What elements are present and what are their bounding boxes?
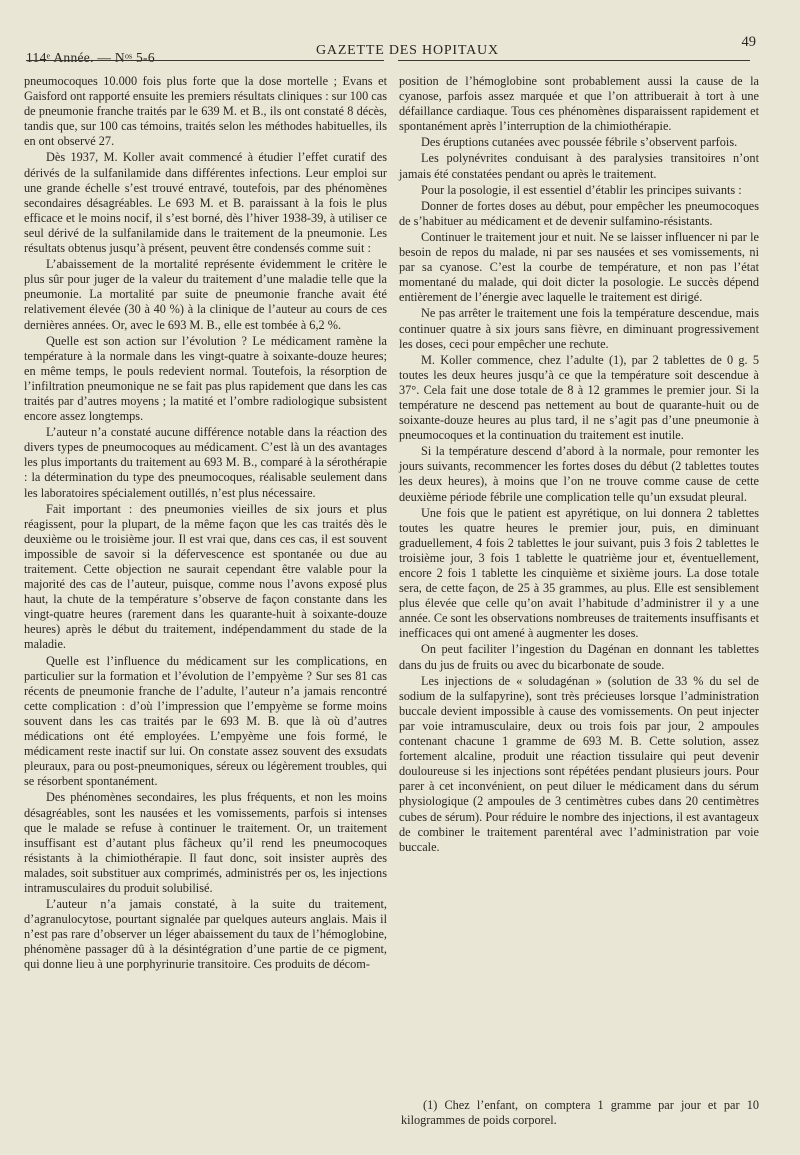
- paragraph: Continuer le traitement jour et nuit. Ne se laisser influencer ni par le besoin de repos du malade, ni par ses nausées et ses vomissements, ni par sa cyanose. C’est la courbe de température, et non pas l’état momentané du malade, qui doit dicter la posologie. Le succès dépend entièrement de l’énergie avec laquelle le traitement est dirigé.: [399, 229, 759, 305]
- paragraph: Pour la posologie, il est essentiel d’établir les principes suivants :: [421, 182, 742, 197]
- page-number: 49: [741, 34, 756, 50]
- paragraph: Si la température descend d’abord à la normale, pour remonter les jours suivants, recommencer les fortes doses du début (2 tablettes toutes les deux heures), à moins que l’on ne trouve comme cause de cette deuxième période fébrile une complication telle qu’un exsudat pleural.: [399, 444, 759, 504]
- paragraph: Des éruptions cutanées avec poussée fébrile s’observent parfois.: [421, 135, 738, 150]
- paragraph: Les injections de « soludagénan » (solution de 33 % du sel de sodium de la sulfapyrine), sont très précieuses lorsque l’administration buccale devient impossible à cause des vomissements. On peut injecter par voie intramusculaire, deux ou trois fois par jour, 2 ampoules contenant chacune 1 gramme de 693 M. B. Cette solution, assez fortement alcaline, produit une réaction tissulaire qui peut devenir douloureuse si les injections sont répétées pendant plusieurs jours. Pour parer à cet inconvénient, on peut diluer le médicament dans du sérum physiologique (2 ampoules de 3 centimètres cubes dans 20 centimètres cubes de sérum). Pour réduire le nombre des injections, il est avantageux de combiner le traitement parentéral avec l’administration par voie buccale.: [399, 673, 759, 854]
- paragraph: position de l’hémoglobine sont probablement aussi la cause de la cyanose, parfois assez marquée et que l’on attribuerait à tort à une défaillance cardiaque. Tous ces phénomènes disparaissent rapidement et spontanément après l’interruption de la chimiothérapie.: [399, 74, 759, 134]
- right-column: [399, 74, 759, 855]
- paragraph: pneumocoques 10.000 fois plus forte que la dose mortelle ; Evans et Gaisford ont rapporté ensuite les premiers résultats cliniques : sur 100 cas de pneumonie franche traités par le 639 M. et B., ils ont constaté 8 décès, tandis que, sur 100 cas témoins, traités selon les méthodes habituelles, ils en ont observé 27.: [24, 74, 388, 149]
- paragraph: M. Koller commence, chez l’adulte (1), par 2 tablettes de 0 g. 5 toutes les deux heures jusqu’à ce que la température soit descendue à 37°. Cela fait une dose totale de 8 à 12 grammes le premier jour. Si la température ne descend pas nettement au bout de quarante-huit ou de soixante-douze heures au plus tard, il ne s’agit pas d’une pneumonie à pneumocoques et la continuation du traitement est inutile.: [399, 352, 759, 443]
- paragraph: Une fois que le patient est apyrétique, on lui donnera 2 tablettes toutes les quatre heures le premier jour, puis, en diminuant graduellement, 4 fois 2 tablettes le jour suivant, puis 3 fois 2 tablettes le troisième jour, 3 fois 1 tablette le quatrième jour et, éventuellement, encore 2 fois 1 tablette les cinquième et sixième jours. La dose totale sera, de cette façon, de 25 à 35 grammes, au plus. Elle est sensiblement plus élevée que celle qu’on avait l’habitude d’administrer il y a une année. Ce sont les observations nombreuses de traitements insuffisants et inefficaces qui ont amené à augmenter les doses.: [399, 505, 759, 641]
- footnote-text: (1) Chez l’enfant, on comptera 1 gramme par jour et par 10 kilogrammes de poids corporel.: [401, 1098, 759, 1128]
- paragraph: Des phénomènes secondaires, les plus fréquents, et non les moins désagréables, sont les nausées et les vomissements, parfois si intenses que le malade se refuse à continuer le traitement. Or, un traitement insuffisant est d’autant plus fâcheux qu’il rend les pneumocoques résistants à la chimiothérapie. Il faut donc, soit insister auprès des malades, soit substituer aux comprimés, administrés per os, les injections intramusculaires du produit solubilisé.: [24, 790, 387, 895]
- header-rule-left: [26, 60, 384, 61]
- paragraph: L’auteur n’a jamais constaté, à la suite du traitement, d’agranulocytose, pourtant signalée par quelques auteurs anglais. Mais il n’est pas rare d’observer un léger abaissement du taux de l’hémoglobine, phénomène passager dû à la désintégration d’une partie de ce pigment, qui donne lieu à une porphyrinurie transitoire. Ces produits de décom-: [24, 897, 387, 972]
- paragraph: Donner de fortes doses au début, pour empêcher les pneumocoques de s’habituer au médicament et de devenir sulfamino-résistants.: [399, 198, 759, 228]
- paragraph: Dès 1937, M. Koller avait commencé à étudier l’effet curatif des dérivés de la sulfanilamide dans différentes infections. Leur emploi sur une grande échelle s’est trouvé entravé, toutefois, par des phénomènes secondaires désagréables. Le 693 M. et B. paraissant à la fois le plus efficace et le moins nocif, il s’est borné, dès l’hiver 1938-39, à utiliser ce seul dérivé de la sulfanilamide dans le traitement de la pneumonie. Les résultats obtenus jusqu’à présent, peuvent être condensés comme suit :: [24, 150, 387, 256]
- page-header: [26, 34, 756, 66]
- paragraph: Les polynévrites conduisant à des paralysies transitoires n’ont jamais été constatées pendant ou après le traitement.: [399, 151, 759, 181]
- paragraph: L’abaissement de la mortalité représente évidemment le critère le plus sûr pour juger de la valeur du traitement d’une maladie telle que la pneumonie. La mortalité par suite de pneumonie franche avait été relativement élevée (30 à 40 %) à la clinique de l’auteur au cours de ces dernières années. Or, avec le 693 M. B., elle est tombée à 6,2 %.: [24, 257, 387, 332]
- paragraph: Quelle est l’influence du médicament sur les complications, en particulier sur la formation et l’évolution de l’empyème ? Sur ses 81 cas récents de pneumonie franche de l’adulte, l’auteur n’a jamais rencontré cette complication : d’où l’impression que l’empyème se forme moins souvent dans les cas traités par le 693 M. B. que là où d’autres médications ont été employées. L’empyème une fois formé, le médicament reste inactif sur lui. On constate assez souvent des exsudats pleuraux, para ou post-pneumoniques, séreux ou légèrement troubles, qui se résorbent spontanément.: [24, 653, 387, 789]
- paragraph: Ne pas arrêter le traitement une fois la température descendue, mais continuer quatre à six jours sans fièvre, en diminuant progressivement les doses, ceci pour empêcher une rechute.: [399, 306, 759, 351]
- issue-label: 114ᵉ Année. — Nᵒˢ 5-6: [26, 50, 155, 65]
- paragraph: L’auteur n’a constaté aucune différence notable dans la réaction des divers types de pneumocoques au médicament. C’est là un des avantages les plus importants du traitement au 693 M. B., comparé à la sérothérapie : la détermination du type des pneumocoques, réalisable seulement dans les laboratoires spécialement outillés, n’est plus nécessaire.: [24, 425, 387, 500]
- footnote: [401, 1098, 759, 1128]
- paragraph: On peut faciliter l’ingestion du Dagénan en donnant les tablettes dans du jus de fruits ou avec du bicarbonate de soude.: [399, 642, 759, 672]
- paragraph: Quelle est son action sur l’évolution ? Le médicament ramène la température à la normale dans les vingt-quatre à soixante-douze heures; en même temps, le pouls redevient normal. Toutefois, la résorption de l’infiltration pneumonique ne se fait pas plus rapidement que dans les cas traités par d’autres moyens ; la matité et l’ombre radiologique subsistent encore assez longtemps.: [24, 333, 387, 424]
- header-rule-right: [398, 60, 750, 61]
- journal-title: GAZETTE DES HOPITAUX: [316, 43, 499, 58]
- paragraph: Fait important : des pneumonies vieilles de six jours et plus réagissent, pour la plupart, de la même façon que les cas traités dès le deuxième ou le troisième jour. Il est vrai que, dans ces cas, il est souvent impossible de savoir si la défervescence est spontanée ou due au traitement. Cette objection ne saurait cependant être valable pour la majorité des cas de l’auteur, puisque, comme nous l’avons exposé plus haut, la chute de la température s’observe de façon constante dans les vingt-quatre heures (rarement dans les quarante-huit à soixante-douze heures) après le début du traitement, indépendamment du stade de la maladie.: [24, 501, 387, 652]
- left-column: [24, 74, 387, 973]
